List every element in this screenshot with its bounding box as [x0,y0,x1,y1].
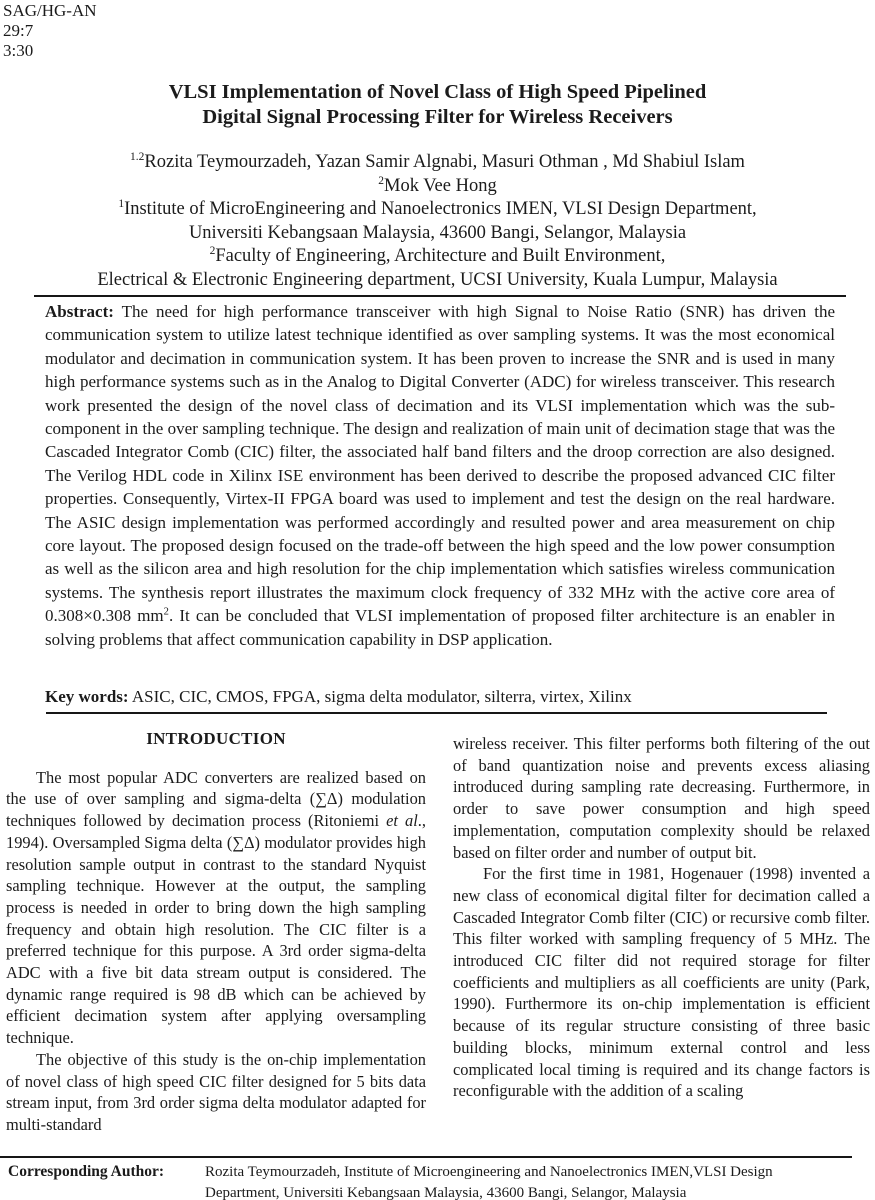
introduction-heading: INTRODUCTION [146,729,286,748]
divider-under-affiliations [34,295,846,297]
meta-line-3: 3:30 [3,41,34,60]
keywords-text: ASIC, CIC, CMOS, FPGA, sigma delta modulator, silterra, virtex, Xilinx [128,687,632,706]
corresponding-author-line-2: Department, Universiti Kebangsaan Malaysia, 43600 Bangi, Selangor, Malaysia [205,1184,687,1200]
affiliation-line: $^2$Faculty of Engineering, Architecture and Built Environment, [209,245,666,267]
intro-paragraph-1: The most popular ADC converters are realized based on the use of over sampling and sigma-delta (∑Δ) modulation techniques followed by decimation process (Ritoniemi et al., 1994). Oversampled Sigma delta (∑Δ) modulator provides high resolution sample output in contrast to the standard Nyquist sampling technique. However at the output, the sampling process is needed in order to bring down the high sampling frequency and obtain high resolution. The CIC filter is a preferred technique for this purpose. A 3rd order sigma-delta ADC with a five bit data stream output is considered. The dynamic range required is 98 dB which can be achieved by efficient decimation system after applying oversampling technique. [6,767,426,1048]
corresponding-author-label: Corresponding Author: [8,1163,165,1180]
scan-header-meta [3,1,97,61]
affiliation-line: $^1$Institute of MicroEngineering and Nanoelectronics IMEN, VLSI Design Department, [118,198,757,220]
affiliation-superscript: 2 [209,245,216,258]
title-line-1: VLSI Implementation of Novel Class of High Speed Pipelined [168,81,707,103]
corresponding-author-text [205,1162,850,1200]
intro-paragraph-4: For the first time in 1981, Hogenauer (1998) invented a new class of economical digital filter for decimation called a Cascaded Integrator Comb filter (CIC) or recursive comb filter. This filter worked with sampling frequency of 5 MHz. The introduced CIC filter did not required storage for filter coefficients and multipliers as all coefficients are unity (Park, 1990). Furthermore its on-chip implementation is efficient because of its regular structure consisting of three basic building blocks, minimum external control and less complicated local timing is required and its change factors is reconfigurable with the addition of a scaling [453,864,870,1101]
intro-paragraph-3: wireless receiver. This filter performs both filtering of the out of band quantization noise and prevents excess aliasing introduced during sampling rate decreasing. Furthermore, in order to save power consumption and high speed implementation, computation complexity should be relaxed based on filter order and number of output bit. [453,734,870,862]
author-superscript: 1.2 [130,150,145,163]
meta-line-2: 29:7 [3,21,34,40]
affiliation-superscript: 1 [118,198,125,211]
left-column [6,727,426,1136]
abstract-text: The need for high performance transceiver with high Signal to Noise Ratio (SNR) has driven the communication system to utilize latest technique identified as over sampling systems. It was the most economical modulator and decimation in communication system. It has been proven to increase the SNR and is used in many high performance systems such as in the Analog to Digital Converter (ADC) for wireless transceiver. This research work presented the design of the novel class of decimation and its VLSI implementation which was the sub-component in the over sampling technique. The design and realization of main unit of decimation stage that was the Cascaded Integrator Comb (CIC) filter, the associated half band filters and the droop correction are also designed. The Verilog HDL code in Xilinx ISE environment has been derived to describe the proposed advanced CIC filter properties. Consequently, Virtex-II FPGA board was used to implement and test the design on the real hardware. The ASIC design implementation was performed accordingly and resulted power and area measurement on chip core layout. The proposed design focused on the trade-off between the high speed and the low power consumption as well as the silicon area and high resolution for the chip implementation which satisfies wireless communication systems. The synthesis report illustrates the maximum clock frequency of 332 MHz with the active core area of 0.308×0.308 $mm^2$. It can be concluded that VLSI implementation of proposed filter architecture is an enabler in solving problems that affect communication capability in DSP application. [45,302,835,649]
author-line-1: $^{1.2}$Rozita Teymourzadeh, Yazan Samir Algnabi, Masuri Othman , Md Shabiul Islam [130,150,745,172]
affiliation-line: Electrical & Electronic Engineering department, UCSI University, Kuala Lumpur, Malaysia [97,269,778,290]
author-line-2: $^2$Mok Vee Hong [378,174,497,196]
keywords-line [45,687,835,707]
corresponding-author-line-1: Rozita Teymourzadeh, Institute of Microengineering and Nanoelectronics IMEN,VLSI Design [205,1164,773,1180]
corresponding-author-footer [8,1162,868,1200]
author-superscript: 2 [378,174,384,187]
abstract-label: Abstract: [45,302,114,321]
authors-affiliations-block [0,151,875,293]
paper-title [0,80,875,130]
right-column [453,727,870,1136]
intro-paragraph-2: The objective of this study is the on-chip implementation of novel class of high speed CIC filter designed for 5 bits data stream input, from 3rd order sigma delta modulator adapted for multi-standard [6,1049,426,1134]
title-line-2: Digital Signal Processing Filter for Wireless Receivers [202,106,673,128]
abstract-paragraph [45,300,835,651]
affiliation-line: Universiti Kebangsaan Malaysia, 43600 Bangi, Selangor, Malaysia [188,222,687,243]
meta-line-1: SAG/HG-AN [3,1,97,20]
two-column-body [6,727,870,1136]
divider-under-keywords [46,712,827,714]
divider-above-footer [0,1156,852,1158]
keywords-label: Key words: [45,687,129,706]
